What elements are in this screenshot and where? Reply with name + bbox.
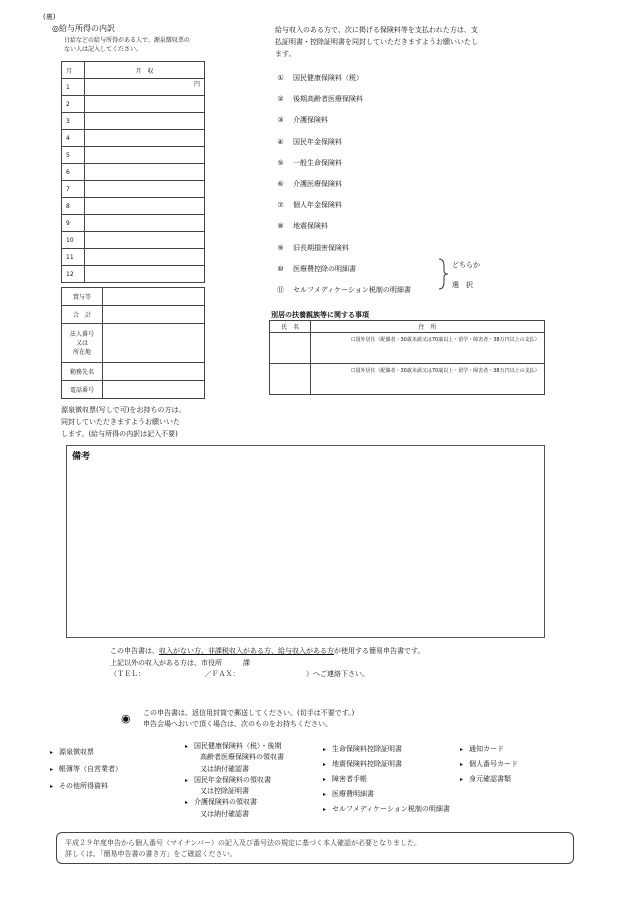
income-input[interactable] bbox=[85, 266, 205, 283]
income-table bbox=[61, 61, 205, 283]
insurance-item: ① 国民健康保険料（税） bbox=[277, 74, 363, 82]
month-cell: 8 bbox=[62, 198, 85, 215]
income-note-line2: ない人は記入してください。 bbox=[64, 46, 143, 53]
checklist-item: ▸ 国民健康保険料（税）・後期 bbox=[185, 742, 282, 750]
choice-brace-icon bbox=[437, 258, 451, 290]
insurance-item: ② 後期高齢者医療保険料 bbox=[277, 95, 363, 104]
mynumber-notice-box bbox=[56, 832, 574, 864]
insurance-list bbox=[275, 68, 411, 301]
income-input[interactable] bbox=[85, 249, 205, 266]
dependent-address-input[interactable] bbox=[311, 364, 545, 395]
checklist-item: ▸ 通知カード bbox=[460, 745, 505, 753]
insurance-item: ⑦ 個人年金保険料 bbox=[277, 201, 342, 210]
bonus-input[interactable] bbox=[103, 288, 205, 306]
income-input[interactable] bbox=[85, 130, 205, 147]
choice-label-1: どちらか bbox=[452, 261, 480, 269]
employer-label: 勤務先名 bbox=[62, 363, 103, 381]
checklist-col-2: ▸ 国民健康保険料（税）・後期 高齢者医療保険料の領収書 又は納付確認書 ▸ 国民年金保険料の領収書 又は控除証明書 ▸ 介護保険料の領収書 又は納付確認書 bbox=[185, 742, 284, 818]
checklist-item: ▸ セルフメディケーション税制の明細書 bbox=[323, 805, 450, 813]
insurance-item: ⑥ 介護医療保険料 bbox=[277, 180, 342, 189]
overseas-checkbox[interactable]: ☐国外居住（配偶者・30歳未満又は70歳以上・留学・障害者・38万円以上の支払） bbox=[351, 337, 540, 343]
corp-number-label: 法人番号 又は 所在地 bbox=[62, 324, 103, 363]
month-cell: 4 bbox=[62, 130, 85, 147]
yen-label: 円 bbox=[193, 81, 200, 88]
dependent-name-input[interactable] bbox=[270, 333, 311, 364]
overseas-checkbox[interactable]: ☐国外居住（配偶者・30歳未満又は70歳以上・留学・障害者・38万円以上の支払） bbox=[351, 368, 540, 374]
corp-number-input[interactable] bbox=[103, 324, 205, 363]
month-cell: 12 bbox=[62, 266, 85, 283]
checklist-col-3 bbox=[323, 742, 450, 817]
income-note-line1: 日給などの給与所得がある人で、源泉徴収票の bbox=[64, 37, 190, 44]
income-section-title: ◎給与所得の内訳 bbox=[52, 24, 115, 33]
month-cell: 7 bbox=[62, 181, 85, 198]
dependents-title: 別居の扶養親族等に関する事項 bbox=[271, 311, 369, 319]
dependent-address-input[interactable] bbox=[311, 333, 545, 364]
checklist-item: ▸ 個人番号カード bbox=[460, 760, 519, 768]
income-input[interactable] bbox=[85, 215, 205, 232]
dependents-col-address: 住 所 bbox=[311, 321, 545, 333]
checklist-item: ▸ 地震保険料控除証明書 bbox=[323, 760, 403, 768]
month-cell: 9 bbox=[62, 215, 85, 232]
checklist-item: ▸ 身元確認書類 bbox=[460, 775, 512, 783]
checklist-item: ▸ 生命保険料控除証明書 bbox=[323, 745, 403, 753]
month-cell: 3 bbox=[62, 113, 85, 130]
back-side-label: (裏) bbox=[43, 13, 56, 21]
mynumber-notice-line2: 詳しくは、「簡易申告書の書き方」をご確認ください。 bbox=[65, 850, 237, 858]
remarks-box[interactable] bbox=[66, 445, 545, 638]
checklist-item: ▸ 障害者手帳 bbox=[323, 775, 368, 783]
checklist-item: ▸ その他所得資料 bbox=[50, 782, 109, 790]
bonus-label: 賞与等 bbox=[62, 288, 103, 306]
withholding-note: 源泉徴収票(写しで可)をお持ちの方は、 同封していただきますようお願いいた します。(給与所得の内訳は記入不要) bbox=[61, 406, 186, 438]
phone-input[interactable] bbox=[103, 381, 205, 399]
dependent-name-input[interactable] bbox=[270, 364, 311, 395]
checklist-item: ▸ 国民年金保険料の領収書 bbox=[185, 775, 272, 784]
income-input[interactable] bbox=[85, 113, 205, 130]
checklist-item: ▸ 源泉徴収票 bbox=[50, 748, 95, 756]
insurance-intro: 給与収入のある方で、次に掲げる保険料等を支払われた方は、支 払証明書・控除証明書を同封していただきますようお願いいたし ます。 bbox=[275, 26, 478, 58]
mail-instructions: この申告書は、返信用封筒で郵送してください。(切手は不要です。) 申告会場へおいで頂く場合は、次のものをお持ちください。 bbox=[143, 709, 355, 728]
month-cell: 10 bbox=[62, 232, 85, 249]
checklist-item: ▸ 医療費明細書 bbox=[323, 790, 375, 798]
month-cell: 11 bbox=[62, 249, 85, 266]
month-cell: 2 bbox=[62, 96, 85, 113]
month-cell: 5 bbox=[62, 147, 85, 164]
header-income: 月 収 bbox=[85, 62, 205, 79]
checklist-col-1 bbox=[50, 744, 122, 795]
income-footer-table bbox=[61, 287, 205, 399]
income-input[interactable] bbox=[85, 79, 205, 96]
month-cell: 6 bbox=[62, 164, 85, 181]
radio-bullet-icon: ◉ bbox=[121, 712, 131, 725]
insurance-item: ⑪ セルフメディケーション税制の明細書 bbox=[277, 286, 411, 295]
income-input[interactable] bbox=[85, 96, 205, 113]
insurance-item: ⑩ 医療費控除の明細書 bbox=[277, 264, 356, 273]
remarks-label: 備考 bbox=[72, 452, 91, 462]
insurance-item: ⑤ 一般生命保険料 bbox=[277, 158, 342, 167]
insurance-item: ④ 国民年金保険料 bbox=[277, 137, 342, 146]
employer-input[interactable] bbox=[103, 363, 205, 381]
income-input[interactable] bbox=[85, 164, 205, 181]
income-input[interactable] bbox=[85, 198, 205, 215]
mynumber-notice-line1: 平成２９年度申告から個人番号（マイナンバー）の記入及び番号法の規定に基づく本人確認が必要となりました。 bbox=[65, 839, 422, 847]
checklist-item: ▸ 帳簿等（自営業者） bbox=[50, 765, 123, 773]
phone-label: 電話番号 bbox=[62, 381, 103, 399]
month-cell: 1 bbox=[62, 79, 85, 96]
dependents-table bbox=[269, 320, 545, 395]
income-input[interactable] bbox=[85, 147, 205, 164]
insurance-item: ⑧ 地震保険料 bbox=[277, 222, 328, 231]
total-input[interactable] bbox=[103, 306, 205, 324]
dependents-col-name: 氏 名 bbox=[270, 321, 311, 333]
total-label: 合 計 bbox=[62, 306, 103, 324]
insurance-item: ⑨ 旧長期損害保険料 bbox=[277, 243, 349, 252]
header-month: 月 bbox=[62, 62, 85, 79]
income-input[interactable] bbox=[85, 181, 205, 198]
checklist-item: ▸ 介護保険料の領収書 bbox=[185, 798, 258, 807]
insurance-item: ③ 介護保険料 bbox=[277, 116, 328, 125]
notice-text: この申告書は、収入がない方、非課税収入がある方、給与収入がある方が使用する簡易申告書です。 上記以外の収入がある方は、市役所 課 （ＴＥＬ： ／ＦＡＸ： ）へご連絡下さい。 bbox=[110, 647, 425, 678]
income-input[interactable] bbox=[85, 232, 205, 249]
choice-label-2: 選 択 bbox=[452, 281, 473, 289]
checklist-col-4 bbox=[460, 742, 518, 787]
